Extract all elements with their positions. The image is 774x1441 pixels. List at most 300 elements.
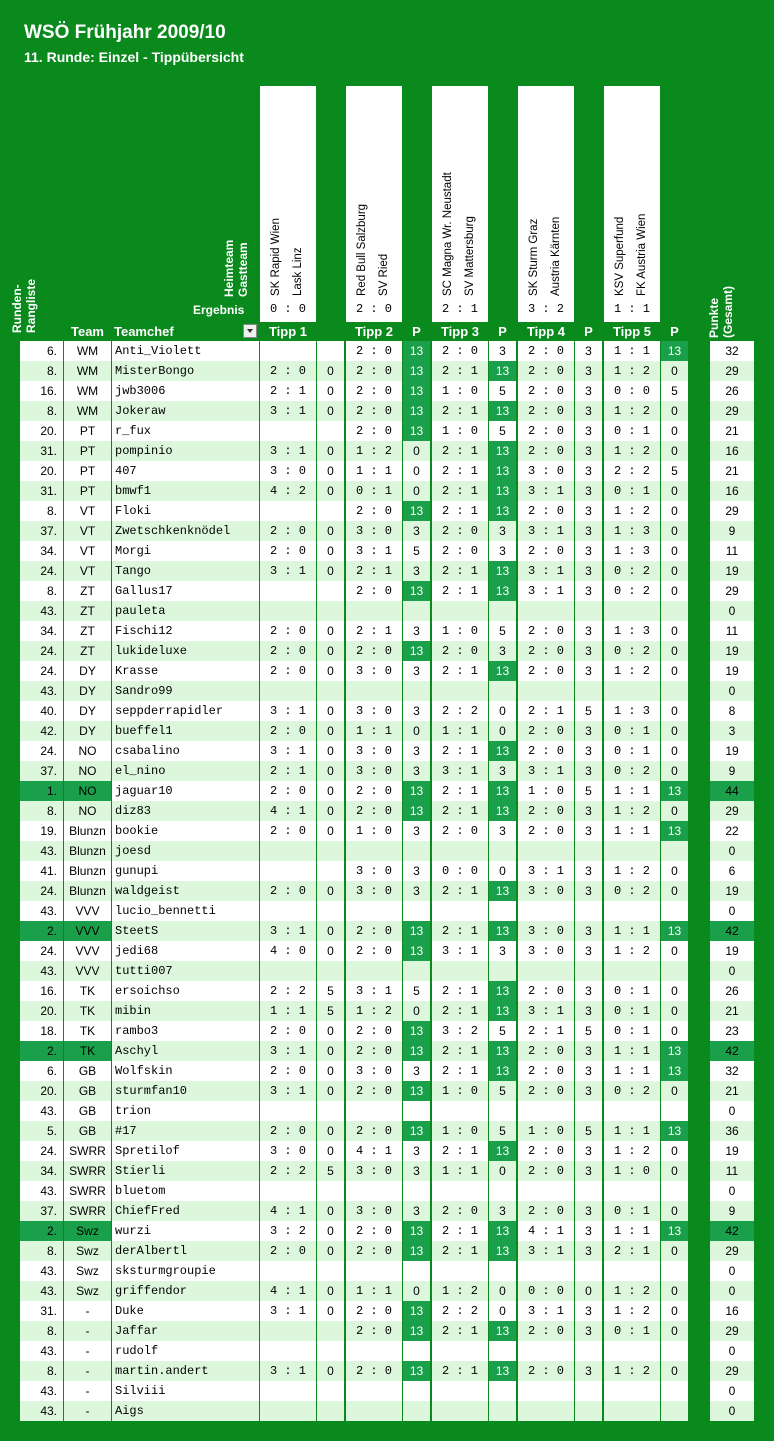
tipp-cell xyxy=(260,1401,316,1421)
points-cell: 0 xyxy=(661,981,688,1001)
teamchef-cell: lucio_bennetti xyxy=(112,901,259,921)
teamchef-cell: Morgi xyxy=(112,541,259,561)
points-cell: 13 xyxy=(403,361,430,381)
teamchef-cell: mibin xyxy=(112,1001,259,1021)
points-cell: 0 xyxy=(489,701,516,721)
team-cell: GB xyxy=(64,1061,111,1081)
points-cell xyxy=(575,1101,602,1121)
team-cell: DY xyxy=(64,681,111,701)
points-cell xyxy=(317,1341,344,1361)
tipp-cell: 2 : 1 xyxy=(432,981,488,1001)
teamchef-cell: ChiefFred xyxy=(112,1201,259,1221)
points-cell: 0 xyxy=(661,881,688,901)
points-cell xyxy=(661,961,688,981)
points-cell xyxy=(403,901,430,921)
total-points-cell: 9 xyxy=(710,1201,754,1221)
team-cell: Swz xyxy=(64,1281,111,1301)
rank-cell: 37. xyxy=(20,1201,63,1221)
tipp-cell: 2 : 1 xyxy=(432,921,488,941)
tipp-cell: 2 : 0 xyxy=(346,1021,402,1041)
tipp-cell: 2 : 2 xyxy=(432,701,488,721)
home-team-name: Red Bull Salzburg xyxy=(356,203,368,296)
points-cell: 3 xyxy=(575,541,602,561)
points-cell: 13 xyxy=(403,641,430,661)
rank-cell: 34. xyxy=(20,1161,63,1181)
team-cell: VVV xyxy=(64,901,111,921)
total-points-cell: 3 xyxy=(710,721,754,741)
tipp-cell: 3 : 1 xyxy=(260,401,316,421)
tipp-cell: 2 : 0 xyxy=(518,381,574,401)
points-cell xyxy=(317,1401,344,1421)
tipp-cell: 2 : 0 xyxy=(260,641,316,661)
tipp-cell: 2 : 0 xyxy=(518,821,574,841)
tipp-cell: 1 : 1 xyxy=(604,921,660,941)
tipp-cell: 1 : 2 xyxy=(604,1281,660,1301)
tipp-cell: 3 : 1 xyxy=(432,941,488,961)
tipp-cell xyxy=(518,901,574,921)
points-cell: 0 xyxy=(661,1201,688,1221)
tipp-cell: 2 : 1 xyxy=(260,761,316,781)
total-points-cell: 23 xyxy=(710,1021,754,1041)
points-cell: 3 xyxy=(575,581,602,601)
tipp-cell: 2 : 0 xyxy=(518,1141,574,1161)
tipp-cell xyxy=(346,961,402,981)
total-points-cell: 16 xyxy=(710,441,754,461)
tipp-cell: 0 : 2 xyxy=(604,881,660,901)
game-result: 1 : 1 xyxy=(613,302,650,316)
tipp-cell: 2 : 1 xyxy=(432,801,488,821)
points-cell: 0 xyxy=(661,1361,688,1381)
points-cell xyxy=(575,961,602,981)
tipp-cell xyxy=(260,681,316,701)
points-cell: 5 xyxy=(489,1081,516,1101)
tipp-cell: 3 : 0 xyxy=(260,461,316,481)
rank-cell: 24. xyxy=(20,881,63,901)
tipp-cell: 2 : 1 xyxy=(432,1361,488,1381)
tipp-cell: 1 : 3 xyxy=(604,521,660,541)
points-cell xyxy=(661,1401,688,1421)
header-team: Team xyxy=(71,324,104,339)
points-cell: 13 xyxy=(403,341,430,361)
teamchef-cell: Tango xyxy=(112,561,259,581)
tipp-cell: 0 : 2 xyxy=(604,561,660,581)
game-column-3 xyxy=(432,86,488,322)
team-cell: WM xyxy=(64,381,111,401)
total-points-cell: 29 xyxy=(710,1361,754,1381)
teamchef-cell: Silviii xyxy=(112,1381,259,1401)
points-cell: 0 xyxy=(317,381,344,401)
total-points-cell: 44 xyxy=(710,781,754,801)
tipp-cell: 3 : 1 xyxy=(518,1301,574,1321)
points-cell: 0 xyxy=(317,1141,344,1161)
tipp-cell: 0 : 1 xyxy=(604,421,660,441)
table-row xyxy=(0,1321,774,1341)
points-cell xyxy=(661,1181,688,1201)
tipp-cell xyxy=(432,1261,488,1281)
tipp-cell xyxy=(346,681,402,701)
tipp-cell: 1 : 1 xyxy=(604,781,660,801)
points-cell: 0 xyxy=(661,661,688,681)
tipp-cell: 3 : 0 xyxy=(346,701,402,721)
total-points-cell: 19 xyxy=(710,881,754,901)
total-points-cell: 36 xyxy=(710,1121,754,1141)
points-cell: 0 xyxy=(661,441,688,461)
teamchef-cell: bluetom xyxy=(112,1181,259,1201)
team-cell: SWRR xyxy=(64,1161,111,1181)
rank-cell: 20. xyxy=(20,421,63,441)
teamchef-filter-button[interactable] xyxy=(243,324,257,338)
points-cell: 13 xyxy=(661,1221,688,1241)
points-cell: 0 xyxy=(317,1301,344,1321)
points-cell: 13 xyxy=(489,461,516,481)
rank-cell: 2. xyxy=(20,921,63,941)
tipp-cell xyxy=(518,601,574,621)
points-cell xyxy=(317,601,344,621)
team-cell: WM xyxy=(64,361,111,381)
points-cell: 3 xyxy=(575,661,602,681)
away-team-name: SV Ried xyxy=(378,253,390,296)
points-cell: 13 xyxy=(489,401,516,421)
total-points-cell: 19 xyxy=(710,641,754,661)
table-row xyxy=(0,701,774,721)
points-cell: 0 xyxy=(317,621,344,641)
game-result: 3 : 2 xyxy=(527,302,564,316)
rank-cell: 18. xyxy=(20,1021,63,1041)
total-points-cell: 32 xyxy=(710,341,754,361)
points-cell: 3 xyxy=(575,741,602,761)
points-cell xyxy=(403,961,430,981)
points-cell xyxy=(403,601,430,621)
game-column-4 xyxy=(518,86,574,322)
table-row xyxy=(0,661,774,681)
points-cell: 3 xyxy=(575,361,602,381)
rank-cell: 43. xyxy=(20,1381,63,1401)
tipp-cell: 1 : 2 xyxy=(432,1281,488,1301)
points-cell xyxy=(317,681,344,701)
points-cell xyxy=(317,501,344,521)
points-cell: 13 xyxy=(661,1061,688,1081)
points-cell: 0 xyxy=(661,1321,688,1341)
tipp-cell: 0 : 0 xyxy=(604,381,660,401)
points-cell: 3 xyxy=(575,1201,602,1221)
total-points-cell: 0 xyxy=(710,1281,754,1301)
tipp-cell: 2 : 0 xyxy=(518,661,574,681)
tipp-cell: 3 : 0 xyxy=(346,1061,402,1081)
tipp-cell xyxy=(260,1101,316,1121)
teamchef-cell: 407 xyxy=(112,461,259,481)
tipp-cell: 3 : 1 xyxy=(518,1241,574,1261)
rank-cell: 37. xyxy=(20,521,63,541)
tipp-cell: 0 : 2 xyxy=(604,1081,660,1101)
tipp-cell: 1 : 2 xyxy=(604,401,660,421)
points-cell: 0 xyxy=(661,701,688,721)
team-cell: VT xyxy=(64,541,111,561)
total-points-cell: 0 xyxy=(710,1401,754,1421)
tipp-cell: 3 : 0 xyxy=(346,521,402,541)
total-points-cell: 0 xyxy=(710,1381,754,1401)
tipp-cell: 1 : 2 xyxy=(604,941,660,961)
points-cell: 0 xyxy=(317,1061,344,1081)
table-row xyxy=(0,1341,774,1361)
teamchef-cell: Krasse xyxy=(112,661,259,681)
tipp-cell: 1 : 1 xyxy=(346,721,402,741)
points-cell: 0 xyxy=(661,721,688,741)
total-points-cell: 19 xyxy=(710,561,754,581)
home-team-name: SC Magna Wr. Neustadt xyxy=(442,172,454,296)
tipp-cell: 0 : 2 xyxy=(604,761,660,781)
points-cell: 3 xyxy=(489,1201,516,1221)
tipp-cell xyxy=(518,841,574,861)
tipp-cell: 2 : 0 xyxy=(518,541,574,561)
tipp-cell xyxy=(518,1341,574,1361)
points-cell: 5 xyxy=(489,381,516,401)
table-row xyxy=(0,901,774,921)
points-cell: 3 xyxy=(575,981,602,1001)
tipp-cell xyxy=(432,1181,488,1201)
points-cell: 3 xyxy=(403,621,430,641)
points-cell: 0 xyxy=(317,1081,344,1101)
tipp-cell: 2 : 0 xyxy=(260,521,316,541)
team-cell: ZT xyxy=(64,621,111,641)
teamchef-cell: bueffel1 xyxy=(112,721,259,741)
points-cell: 0 xyxy=(661,741,688,761)
points-cell: 3 xyxy=(403,1061,430,1081)
team-cell: Blunzn xyxy=(64,841,111,861)
tipp-cell xyxy=(604,1341,660,1361)
tipp-cell: 0 : 1 xyxy=(604,1001,660,1021)
tipp-cell: 2 : 0 xyxy=(260,821,316,841)
points-cell: 13 xyxy=(489,501,516,521)
points-cell: 0 xyxy=(661,1021,688,1041)
rank-cell: 8. xyxy=(20,501,63,521)
table-row xyxy=(0,1121,774,1141)
tipp-cell xyxy=(518,961,574,981)
team-cell: VT xyxy=(64,561,111,581)
points-cell xyxy=(317,341,344,361)
gastteam-label: Gastteam xyxy=(236,242,250,297)
header-teamchef: Teamchef xyxy=(114,324,174,339)
points-cell: 13 xyxy=(489,561,516,581)
points-cell xyxy=(575,1261,602,1281)
points-cell: 13 xyxy=(661,1041,688,1061)
header-tipp3: Tipp 3 xyxy=(440,324,480,339)
table-row xyxy=(0,1101,774,1121)
table-row xyxy=(0,981,774,1001)
teamchef-cell: MisterBongo xyxy=(112,361,259,381)
tipp-cell: 2 : 0 xyxy=(518,361,574,381)
team-cell: NO xyxy=(64,801,111,821)
points-cell: 3 xyxy=(575,1161,602,1181)
tipp-cell: 2 : 1 xyxy=(432,1001,488,1021)
teamchef-cell: pauleta xyxy=(112,601,259,621)
table-row xyxy=(0,501,774,521)
tipp-cell: 2 : 0 xyxy=(518,721,574,741)
points-cell: 0 xyxy=(317,801,344,821)
ergebnis-label: Ergebnis xyxy=(193,303,245,317)
points-cell: 13 xyxy=(403,381,430,401)
total-points-cell: 0 xyxy=(710,901,754,921)
points-cell: 13 xyxy=(489,1041,516,1061)
points-cell: 5 xyxy=(489,1021,516,1041)
points-cell: 0 xyxy=(317,1201,344,1221)
points-cell: 5 xyxy=(575,1121,602,1141)
points-cell xyxy=(403,1261,430,1281)
tipp-cell: 2 : 1 xyxy=(432,401,488,421)
tipp-cell xyxy=(518,1381,574,1401)
tipp-cell: 3 : 0 xyxy=(518,921,574,941)
points-cell: 0 xyxy=(317,941,344,961)
tipp-cell: 1 : 3 xyxy=(604,541,660,561)
points-cell xyxy=(575,1181,602,1201)
points-cell: 0 xyxy=(661,401,688,421)
header-tipp1: Tipp 1 xyxy=(268,324,308,339)
tipp-cell: 2 : 0 xyxy=(346,581,402,601)
points-cell xyxy=(317,901,344,921)
points-cell xyxy=(661,1341,688,1361)
rank-cell: 24. xyxy=(20,661,63,681)
points-cell: 13 xyxy=(661,781,688,801)
tipp-cell: 4 : 1 xyxy=(260,1281,316,1301)
points-cell: 13 xyxy=(403,781,430,801)
points-cell: 3 xyxy=(575,1081,602,1101)
points-cell: 13 xyxy=(403,1021,430,1041)
points-cell: 13 xyxy=(403,401,430,421)
tipp-cell: 2 : 0 xyxy=(260,1241,316,1261)
teamchef-cell: rambo3 xyxy=(112,1021,259,1041)
points-cell xyxy=(489,1401,516,1421)
rank-cell: 8. xyxy=(20,361,63,381)
tipp-cell: 3 : 1 xyxy=(518,481,574,501)
table-row xyxy=(0,781,774,801)
points-cell: 3 xyxy=(489,541,516,561)
away-team-name: SV Mattersburg xyxy=(464,216,476,296)
tipp-cell xyxy=(604,1181,660,1201)
points-cell: 0 xyxy=(317,1041,344,1061)
team-cell: TK xyxy=(64,1001,111,1021)
points-cell: 0 xyxy=(317,541,344,561)
teamchef-cell: Stierli xyxy=(112,1161,259,1181)
points-cell xyxy=(489,681,516,701)
points-cell xyxy=(575,601,602,621)
tipp-cell: 2 : 0 xyxy=(518,621,574,641)
tipp-cell: 2 : 0 xyxy=(518,1361,574,1381)
tipp-cell: 1 : 2 xyxy=(604,501,660,521)
points-cell xyxy=(403,1401,430,1421)
tipp-cell: 2 : 0 xyxy=(518,501,574,521)
points-cell xyxy=(317,1381,344,1401)
table-row xyxy=(0,861,774,881)
teamchef-cell: jedi68 xyxy=(112,941,259,961)
tipp-cell: 3 : 0 xyxy=(346,881,402,901)
points-cell xyxy=(403,841,430,861)
tipp-cell xyxy=(518,1261,574,1281)
table-row xyxy=(0,581,774,601)
points-cell: 3 xyxy=(403,661,430,681)
tipp-cell: 1 : 0 xyxy=(432,381,488,401)
tipp-cell xyxy=(432,841,488,861)
points-cell: 0 xyxy=(317,721,344,741)
tipp-cell: 0 : 0 xyxy=(432,861,488,881)
points-cell: 0 xyxy=(317,1361,344,1381)
team-cell: - xyxy=(64,1341,111,1361)
tipp-cell: 2 : 0 xyxy=(346,1041,402,1061)
points-cell: 0 xyxy=(317,461,344,481)
rank-cell: 5. xyxy=(20,1121,63,1141)
tipp-cell: 0 : 2 xyxy=(604,641,660,661)
tipp-cell: 0 : 1 xyxy=(604,481,660,501)
teamchef-cell: joesd xyxy=(112,841,259,861)
teamchef-cell: Spretilof xyxy=(112,1141,259,1161)
table-row xyxy=(0,1361,774,1381)
total-points-cell: 26 xyxy=(710,981,754,1001)
tipp-cell xyxy=(604,601,660,621)
total-points-cell: 19 xyxy=(710,1141,754,1161)
tipp-cell: 3 : 1 xyxy=(260,921,316,941)
tipp-cell xyxy=(260,1341,316,1361)
points-cell: 0 xyxy=(489,861,516,881)
tipp-cell: 3 : 1 xyxy=(518,521,574,541)
tipp-cell: 2 : 1 xyxy=(260,381,316,401)
points-cell: 0 xyxy=(661,1001,688,1021)
game-result: 0 : 0 xyxy=(269,302,306,316)
points-cell: 3 xyxy=(575,561,602,581)
team-cell: GB xyxy=(64,1121,111,1141)
tipp-cell: 2 : 0 xyxy=(260,1121,316,1141)
game-column-5 xyxy=(604,86,660,322)
points-cell xyxy=(489,1101,516,1121)
total-points-cell: 42 xyxy=(710,1221,754,1241)
table-row xyxy=(0,1181,774,1201)
rank-cell: 20. xyxy=(20,461,63,481)
tipp-cell: 0 : 1 xyxy=(604,1021,660,1041)
points-cell: 0 xyxy=(661,561,688,581)
points-cell: 5 xyxy=(489,621,516,641)
points-cell: 0 xyxy=(661,1141,688,1161)
rank-cell: 43. xyxy=(20,1401,63,1421)
tipp-cell: 3 : 0 xyxy=(260,1141,316,1161)
tipp-cell: 1 : 1 xyxy=(604,1221,660,1241)
points-cell: 0 xyxy=(317,521,344,541)
table-row xyxy=(0,961,774,981)
rank-cell: 43. xyxy=(20,681,63,701)
tipp-cell: 2 : 1 xyxy=(432,501,488,521)
points-cell: 3 xyxy=(575,641,602,661)
points-cell xyxy=(317,961,344,981)
total-points-cell: 26 xyxy=(710,381,754,401)
teamchef-cell: jaguar10 xyxy=(112,781,259,801)
tipp-cell: 2 : 1 xyxy=(432,1141,488,1161)
tipp-cell: 2 : 0 xyxy=(518,981,574,1001)
points-cell: 3 xyxy=(575,861,602,881)
tipp-cell: 3 : 0 xyxy=(346,661,402,681)
rank-cell: 6. xyxy=(20,341,63,361)
tipp-cell: 1 : 0 xyxy=(518,1121,574,1141)
rank-cell: 24. xyxy=(20,561,63,581)
points-cell: 13 xyxy=(403,1321,430,1341)
total-points-cell: 29 xyxy=(710,1321,754,1341)
points-cell: 0 xyxy=(317,741,344,761)
table-row xyxy=(0,1201,774,1221)
team-cell: PT xyxy=(64,481,111,501)
tipp-cell: 2 : 0 xyxy=(260,881,316,901)
points-cell: 3 xyxy=(575,821,602,841)
tipp-cell xyxy=(346,1401,402,1421)
points-cell: 0 xyxy=(317,401,344,421)
points-cell: 3 xyxy=(575,921,602,941)
table-row xyxy=(0,721,774,741)
total-points-cell: 0 xyxy=(710,961,754,981)
rank-cell: 43. xyxy=(20,1281,63,1301)
